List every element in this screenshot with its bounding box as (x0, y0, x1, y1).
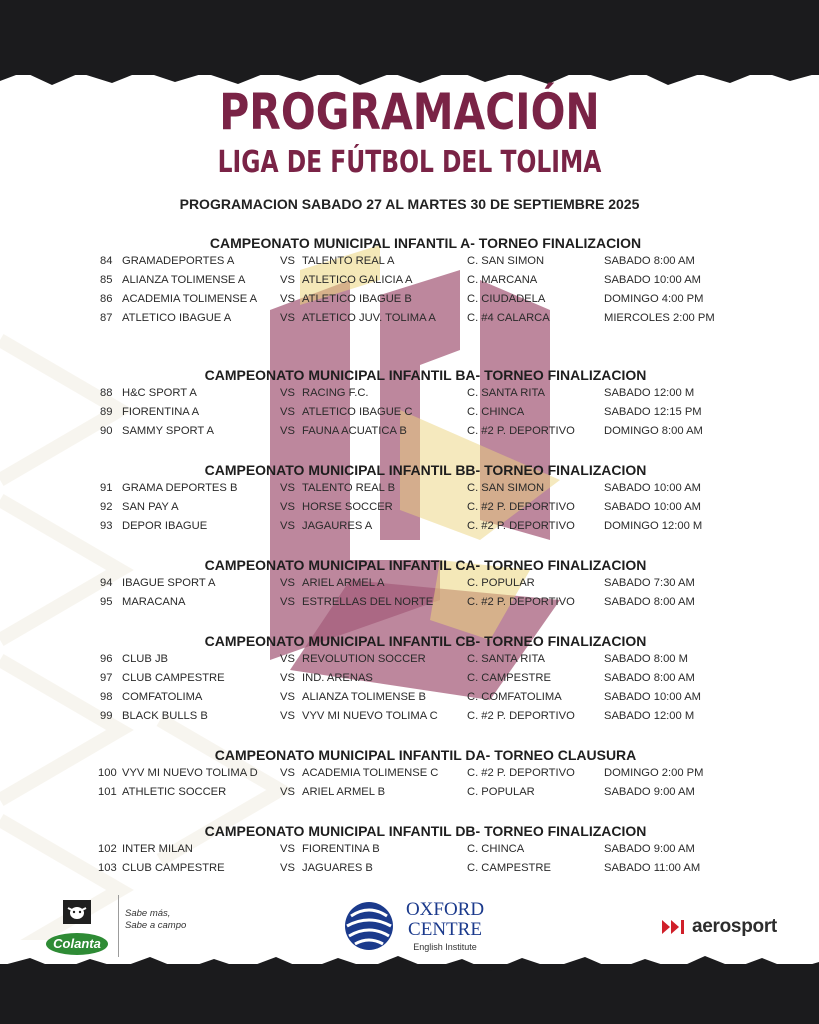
vs-label: VS (280, 293, 295, 305)
match-row (0, 498, 819, 517)
match-row (0, 783, 819, 802)
venue: C. #2 P. DEPORTIVO (467, 501, 575, 513)
home-team: IBAGUE SPORT A (122, 577, 216, 589)
venue: C. COMFATOLIMA (467, 691, 562, 703)
home-team: CLUB JB (122, 653, 169, 665)
match-row (0, 840, 819, 859)
section-infantil-a (0, 234, 819, 328)
kickoff-time: SABADO 11:00 AM (604, 862, 701, 874)
vs-label: VS (280, 862, 295, 874)
home-team: ATLETICO IBAGUE A (122, 312, 232, 324)
vs-label: VS (280, 406, 295, 418)
venue: C. #2 P. DEPORTIVO (467, 520, 575, 532)
vs-label: VS (280, 691, 295, 703)
vs-label: VS (280, 767, 295, 779)
section-title: CAMPEONATO MUNICIPAL INFANTIL A- TORNEO FINALIZACION (209, 235, 642, 251)
away-team: REVOLUTION SOCCER (302, 653, 426, 665)
venue: C. #2 P. DEPORTIVO (467, 767, 575, 779)
kickoff-time: SABADO 9:00 AM (604, 843, 695, 855)
venue: C. CAMPESTRE (467, 672, 551, 684)
section-infantil-bb (0, 461, 819, 536)
venue: C. SANTA RITA (467, 387, 545, 399)
match-row (0, 707, 819, 726)
venue: C. POPULAR (467, 577, 535, 589)
venue: C. SANTA RITA (467, 653, 545, 665)
match-number: 90 (100, 425, 113, 437)
kickoff-time: SABADO 10:00 AM (604, 274, 702, 286)
section-title: CAMPEONATO MUNICIPAL INFANTIL BA- TORNEO FINALIZACION (204, 367, 647, 383)
match-number: 101 (98, 786, 117, 798)
section-title: CAMPEONATO MUNICIPAL INFANTIL DB- TORNEO FINALIZACION (204, 823, 647, 839)
match-row (0, 271, 819, 290)
away-team: ACADEMIA TOLIMENSE C (302, 767, 439, 779)
home-team: MARACANA (122, 596, 186, 608)
vs-label: VS (280, 596, 295, 608)
home-team: GRAMA DEPORTES B (122, 482, 238, 494)
home-team: BLACK BULLS B (122, 710, 208, 722)
section-infantil-ca (0, 556, 819, 612)
away-team: JAGAURES A (302, 520, 373, 532)
away-team: FAUNA ACUATICA B (302, 425, 407, 437)
vs-label: VS (280, 501, 295, 513)
aerosport-logo: aerosport (662, 916, 777, 938)
section-title: CAMPEONATO MUNICIPAL INFANTIL BB- TORNEO FINALIZACION (204, 462, 647, 478)
match-number: 85 (100, 274, 113, 286)
match-number: 87 (100, 312, 113, 324)
svg-text:Colanta: Colanta (53, 936, 101, 951)
match-row (0, 669, 819, 688)
kickoff-time: DOMINGO 8:00 AM (604, 425, 703, 437)
home-team: ACADEMIA TOLIMENSE A (122, 293, 258, 305)
away-team: ESTRELLAS DEL NORTE (302, 596, 434, 608)
kickoff-time: SABADO 9:00 AM (604, 786, 695, 798)
globe-icon (343, 900, 395, 952)
venue: C. #2 P. DEPORTIVO (467, 596, 575, 608)
match-row (0, 422, 819, 441)
colanta-slogan: Sabe más, Sabe a campo (125, 908, 187, 931)
match-number: 97 (100, 672, 113, 684)
venue: C. MARCANA (467, 274, 538, 286)
vs-label: VS (280, 520, 295, 532)
home-team: H&C SPORT A (122, 387, 197, 399)
match-row (0, 764, 819, 783)
venue: C. SAN SIMON (467, 482, 545, 494)
match-row (0, 384, 819, 403)
match-number: 96 (100, 653, 113, 665)
sponsor-logos (0, 890, 819, 965)
torn-paper-bottom (0, 964, 819, 1024)
header (0, 78, 819, 180)
home-team: ATHLETIC SOCCER (122, 786, 227, 798)
page-subtitle: LIGA DE FÚTBOL DEL TOLIMA (217, 145, 602, 180)
kickoff-time: SABADO 8:00 AM (604, 672, 695, 684)
section-infantil-db (0, 822, 819, 878)
vs-label: VS (280, 710, 295, 722)
match-number: 86 (100, 293, 113, 305)
match-number: 94 (100, 577, 113, 589)
home-team: COMFATOLIMA (122, 691, 203, 703)
away-team: FIORENTINA B (302, 843, 380, 855)
vs-label: VS (280, 274, 295, 286)
home-team: CLUB CAMPESTRE (122, 672, 225, 684)
match-number: 102 (98, 843, 117, 855)
away-team: ARIEL ARMEL B (302, 786, 386, 798)
kickoff-time: SABADO 12:15 PM (604, 406, 702, 418)
vs-label: VS (280, 482, 295, 494)
vs-label: VS (280, 653, 295, 665)
match-number: 93 (100, 520, 113, 532)
venue: C. CHINCA (467, 406, 525, 418)
kickoff-time: SABADO 10:00 AM (604, 691, 702, 703)
vs-label: VS (280, 387, 295, 399)
kickoff-time: SABADO 8:00 M (604, 653, 688, 665)
match-row (0, 593, 819, 612)
vs-label: VS (280, 786, 295, 798)
away-team: ATLETICO JUV. TOLIMA A (302, 312, 436, 324)
vs-label: VS (280, 425, 295, 437)
away-team: JAGUARES B (302, 862, 373, 874)
away-team: HORSE SOCCER (302, 501, 393, 513)
kickoff-time: SABADO 12:00 M (604, 387, 695, 399)
away-team: TALENTO REAL B (302, 482, 396, 494)
kickoff-time: DOMINGO 12:00 M (604, 520, 703, 532)
home-team: FIORENTINA A (122, 406, 200, 418)
venue: C. CAMPESTRE (467, 862, 551, 874)
venue: C. #2 P. DEPORTIVO (467, 710, 575, 722)
away-team: ATLETICO GALICIA A (302, 274, 413, 286)
match-number: 100 (98, 767, 117, 779)
vs-label: VS (280, 577, 295, 589)
home-team: ALIANZA TOLIMENSE A (122, 274, 246, 286)
kickoff-time: SABADO 7:30 AM (604, 577, 695, 589)
schedule-dates: PROGRAMACION SABADO 27 AL MARTES 30 DE SEPTIEMBRE 2025 (179, 196, 640, 212)
kickoff-time: DOMINGO 2:00 PM (604, 767, 704, 779)
match-number: 92 (100, 501, 113, 513)
match-number: 88 (100, 387, 113, 399)
match-row (0, 290, 819, 309)
away-team: ATLETICO IBAGUE C (302, 406, 413, 418)
match-number: 84 (100, 255, 113, 267)
kickoff-time: SABADO 12:00 M (604, 710, 695, 722)
match-number: 91 (100, 482, 113, 494)
fast-forward-icon (662, 920, 688, 934)
home-team: SAN PAY A (122, 501, 179, 513)
venue: C. #2 P. DEPORTIVO (467, 425, 575, 437)
section-infantil-cb (0, 632, 819, 726)
match-number: 89 (100, 406, 113, 418)
away-team: ATLETICO IBAGUE B (302, 293, 412, 305)
match-row (0, 479, 819, 498)
venue: C. SAN SIMON (467, 255, 545, 267)
page-title: PROGRAMACIÓN (219, 83, 600, 141)
section-title: CAMPEONATO MUNICIPAL INFANTIL DA- TORNEO CLAUSURA (214, 747, 637, 763)
section-infantil-da (0, 746, 819, 802)
away-team: ARIEL ARMEL A (302, 577, 385, 589)
kickoff-time: SABADO 8:00 AM (604, 596, 695, 608)
home-team: INTER MILAN (122, 843, 193, 855)
match-number: 99 (100, 710, 113, 722)
match-row (0, 517, 819, 536)
match-row (0, 309, 819, 328)
section-title: CAMPEONATO MUNICIPAL INFANTIL CA- TORNEO FINALIZACION (204, 557, 647, 573)
home-team: GRAMADEPORTES A (122, 255, 235, 267)
away-team: IND. ARENAS (302, 672, 373, 684)
torn-paper-top (0, 0, 819, 75)
kickoff-time: SABADO 10:00 AM (604, 501, 702, 513)
section-title: CAMPEONATO MUNICIPAL INFANTIL CB- TORNEO FINALIZACION (204, 633, 647, 649)
away-team: TALENTO REAL A (302, 255, 395, 267)
kickoff-time: SABADO 10:00 AM (604, 482, 702, 494)
venue: C. CHINCA (467, 843, 525, 855)
vs-label: VS (280, 312, 295, 324)
venue: C. CIUDADELA (467, 293, 546, 305)
away-team: VYV MI NUEVO TOLIMA C (302, 710, 438, 722)
home-team: CLUB CAMPESTRE (122, 862, 225, 874)
logo-divider (118, 895, 119, 957)
home-team: DEPOR IBAGUE (122, 520, 208, 532)
match-row (0, 574, 819, 593)
away-team: RACING F.C. (302, 387, 369, 399)
vs-label: VS (280, 843, 295, 855)
colanta-logo (46, 900, 108, 956)
match-row (0, 688, 819, 707)
vs-label: VS (280, 672, 295, 684)
match-row (0, 403, 819, 422)
home-team: VYV MI NUEVO TOLIMA D (122, 767, 258, 779)
vs-label: VS (280, 255, 295, 267)
kickoff-time: MIERCOLES 2:00 PM (604, 312, 715, 324)
match-number: 98 (100, 691, 113, 703)
match-row (0, 859, 819, 878)
match-number: 103 (98, 862, 117, 874)
home-team: SAMMY SPORT A (122, 425, 215, 437)
venue: C. POPULAR (467, 786, 535, 798)
match-number: 95 (100, 596, 113, 608)
kickoff-time: DOMINGO 4:00 PM (604, 293, 704, 305)
oxford-centre-logo: OXFORD CENTRE English Institute (405, 899, 485, 952)
venue: C. #4 CALARCA (467, 312, 550, 324)
match-row (0, 252, 819, 271)
away-team: ALIANZA TOLIMENSE B (302, 691, 426, 703)
match-row (0, 650, 819, 669)
section-infantil-ba (0, 366, 819, 441)
kickoff-time: SABADO 8:00 AM (604, 255, 695, 267)
